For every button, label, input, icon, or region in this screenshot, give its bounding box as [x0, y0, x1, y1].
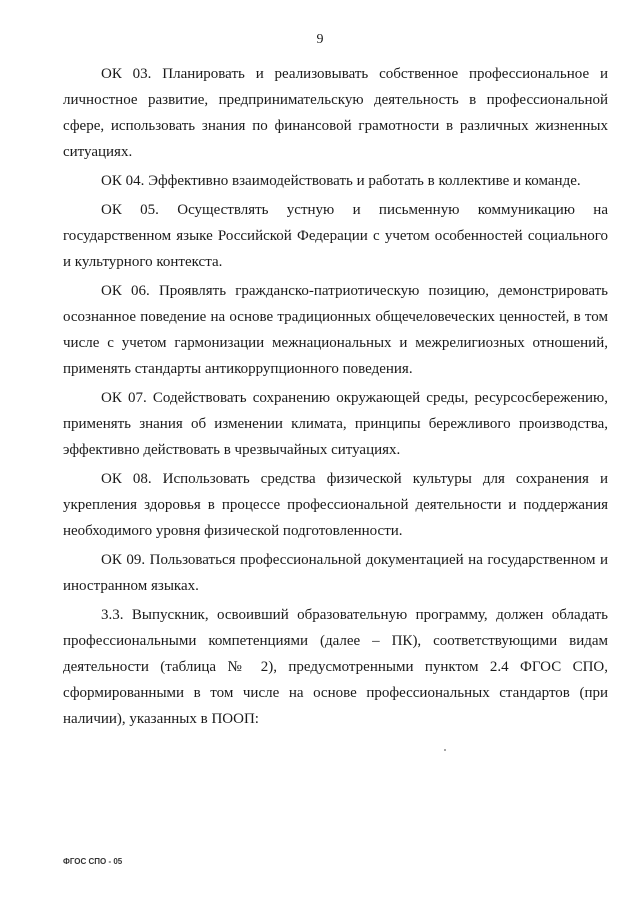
paragraph-ok-08: ОК 08. Использовать средства физической культуры для сохранения и укрепления здоровья в процессе профессиональной деятельности и поддержания необходимого уровня физической подготовленности.: [63, 471, 608, 539]
footer-label: ФГОС СПО - 05: [63, 857, 123, 866]
paragraph-3-3: 3.3. Выпускник, освоивший образовательную программу, должен обладать профессиональными компетенциями (далее – ПК), соответствующими видам деятельности (таблица № 2), предусмотренными пунктом 2.4 ФГОС СПО, сформированными в том числе на основе профессиональных стандартов (при наличии), указанных в ПООП:: [63, 607, 608, 727]
paragraph-ok-07: ОК 07. Содействовать сохранению окружающей среды, ресурсосбережению, применять знания об изменении климата, принципы бережливого производства, эффективно действовать в чрезвычайных ситуациях.: [63, 390, 608, 458]
document-body: [63, 61, 608, 735]
paragraph-ok-05: ОК 05. Осуществлять устную и письменную коммуникацию на государственном языке Российской Федерации с учетом особенностей социального и культурного контекста.: [63, 202, 608, 270]
paragraph-ok-03: ОК 03. Планировать и реализовывать собственное профессиональное и личностное развитие, предпринимательскую деятельность в профессиональной сфере, использовать знания по финансовой грамотности в различных жизненных ситуациях.: [63, 66, 608, 160]
paragraph-ok-04: ОК 04. Эффективно взаимодействовать и работать в коллективе и команде.: [101, 173, 581, 189]
paragraph-ok-09: ОК 09. Пользоваться профессиональной документацией на государственном и иностранном языках.: [63, 552, 608, 594]
paragraph-ok-06: ОК 06. Проявлять гражданско-патриотическую позицию, демонстрировать осознанное поведение на основе традиционных общечеловеческих ценностей, в том числе с учетом гармонизации межнациональных и межрелигиозных отношений, применять стандарты антикоррупционного поведения.: [63, 283, 608, 377]
scan-speck: [444, 749, 446, 751]
page-number: 9: [316, 32, 324, 47]
